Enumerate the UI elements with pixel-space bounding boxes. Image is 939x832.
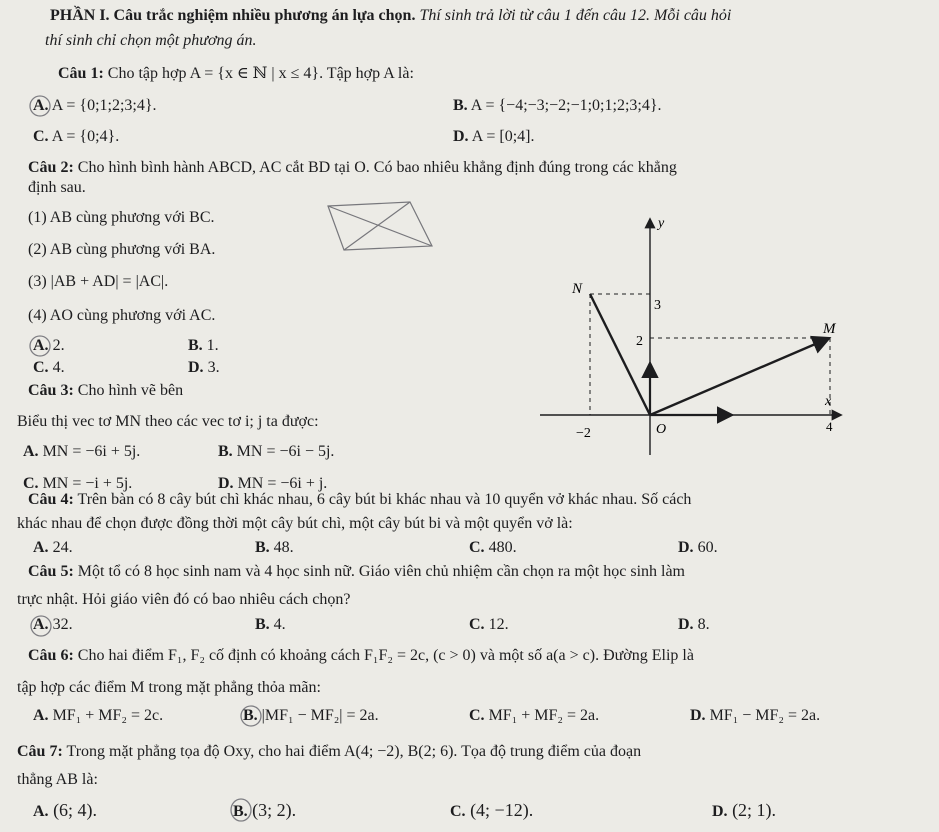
question-6-option-b[interactable]: [243, 706, 379, 726]
question-6-label: Câu 6:: [28, 647, 74, 664]
question-3-text: Cho hình vẽ bên: [77, 382, 184, 399]
question-3-text-line2: Biểu thị vec tơ MN theo các vec tơ i; j ta được:: [17, 413, 319, 430]
option-key: A.: [33, 616, 49, 633]
question-2-option-b[interactable]: [188, 336, 219, 356]
question-3-option-b[interactable]: [218, 442, 334, 462]
part-instruction: Thí sinh trả lời từ câu 1 đến câu 12. Mỗi câu hỏi: [419, 7, 732, 24]
question-4-option-c[interactable]: [469, 538, 517, 558]
option-text: (3; 2).: [252, 800, 297, 820]
option-key: C.: [469, 539, 485, 556]
question-1-text: Cho tập hợp A = {x ∈ ℕ | x ≤ 4}. Tập hợp A là:: [107, 65, 414, 82]
option-key: C.: [469, 707, 485, 724]
option-key: A.: [33, 707, 49, 724]
option-key: B.: [243, 707, 258, 724]
label-N: N: [572, 281, 583, 297]
option-text: (6; 4).: [53, 800, 98, 820]
question-7-option-d[interactable]: [712, 800, 776, 822]
option-key: A.: [23, 443, 39, 460]
option-key: B.: [218, 443, 233, 460]
option-key: A.: [33, 803, 49, 820]
question-6-option-c[interactable]: [469, 706, 599, 726]
option-key: A.: [33, 97, 49, 114]
option-text: A = {0;1;2;3;4}.: [51, 97, 157, 114]
option-text: A = {0;4}.: [51, 128, 120, 145]
question-5-option-d[interactable]: [678, 615, 710, 635]
question-7-text: Trong mặt phẳng tọa độ Oxy, cho hai điểm A(4; −2), B(2; 6). Tọa độ trung điểm của đoạn: [66, 743, 642, 760]
question-7-text-line2: thẳng AB là:: [17, 771, 98, 788]
option-text: |MF₁ − MF₂| = 2a.: [261, 707, 379, 724]
option-key: A.: [33, 337, 49, 354]
question-5-text-line2: trực nhật. Hỏi giáo viên đó có bao nhiêu cách chọn?: [17, 591, 351, 608]
question-4-option-a[interactable]: [33, 538, 73, 558]
question-1-option-d[interactable]: [453, 127, 534, 147]
question-3-figure: [540, 205, 850, 460]
option-key: D.: [690, 707, 706, 724]
question-1-stem: [58, 64, 414, 84]
tick-label-3: 3: [654, 298, 661, 313]
question-3-option-a[interactable]: [23, 442, 140, 462]
question-7-option-a[interactable]: [33, 800, 97, 822]
question-2-statement-1: (1) AB cùng phương với BC.: [28, 209, 215, 226]
handwritten-parallelogram-sketch: [300, 194, 460, 284]
option-key: D.: [678, 616, 694, 633]
option-key: C.: [33, 128, 49, 145]
question-2-label: Câu 2:: [28, 159, 74, 176]
question-4-option-d[interactable]: [678, 538, 718, 558]
tick-label-neg2: −2: [576, 426, 591, 441]
question-7-label: Câu 7:: [17, 743, 63, 760]
question-7-stem: [17, 742, 641, 762]
option-text: (2; 1).: [732, 800, 777, 820]
question-4-text-line2: khác nhau để chọn được đồng thời một cây bút chì, một cây bút bi và một quyển vở là:: [17, 515, 573, 532]
part-header: [50, 6, 731, 26]
option-key: D.: [453, 128, 469, 145]
option-text: MN = −6i − 5j.: [236, 443, 335, 460]
question-5-text: Một tổ có 8 học sinh nam và 4 học sinh nữ. Giáo viên chủ nhiệm cần chọn ra một học sinh làm: [77, 563, 685, 580]
option-text: (4; −12).: [470, 800, 534, 820]
question-3-stem: [28, 381, 183, 401]
option-key: B.: [188, 337, 203, 354]
label-x: x: [825, 394, 832, 409]
option-text: 480.: [488, 539, 517, 556]
option-text: MF₁ + MF₂ = 2c.: [52, 707, 164, 724]
option-text: 3.: [207, 359, 220, 376]
option-text: MF₁ + MF₂ = 2a.: [488, 707, 600, 724]
option-text: 32.: [52, 616, 73, 633]
option-text: 48.: [273, 539, 294, 556]
tick-label-4: 4: [826, 419, 833, 434]
question-5-stem: [28, 562, 685, 582]
option-text: 4.: [52, 359, 65, 376]
question-2-option-a[interactable]: [33, 336, 65, 356]
label-O: O: [656, 422, 667, 437]
option-text: MN = −6i + 5j.: [42, 443, 141, 460]
option-key: B.: [453, 97, 468, 114]
option-text: 1.: [206, 337, 219, 354]
option-key: D.: [678, 539, 694, 556]
question-1-option-c[interactable]: [33, 127, 119, 147]
option-key: A.: [33, 539, 49, 556]
option-key: C.: [33, 359, 49, 376]
part-title: PHẦN I. Câu trắc nghiệm nhiều phương án lựa chọn.: [50, 7, 416, 24]
option-text: MN = −6i + j.: [237, 475, 328, 492]
question-4-text: Trên bàn có 8 cây bút chì khác nhau, 6 cây bút bi khác nhau và 10 quyển vở khác nhau. Số cách: [77, 491, 692, 508]
option-key: D.: [712, 803, 728, 820]
question-2-stem: [28, 158, 677, 178]
question-5-option-b[interactable]: [255, 615, 286, 635]
question-6-option-a[interactable]: [33, 706, 163, 726]
question-6-stem: [28, 646, 694, 666]
question-1-option-a[interactable]: [33, 96, 157, 116]
question-2-text-line2: định sau.: [28, 179, 86, 196]
question-4-stem: [28, 490, 691, 510]
option-text: 12.: [488, 616, 509, 633]
option-key: D.: [188, 359, 204, 376]
question-3-label: Câu 3:: [28, 382, 74, 399]
question-6-text: Cho hai điểm F₁, F₂ cố định có khoảng cách F₁F₂ = 2c, (c > 0) và một số a(a > c). Đường Elip là: [77, 647, 694, 664]
question-6-option-d[interactable]: [690, 706, 820, 726]
option-text: A = [0;4].: [471, 128, 535, 145]
question-4-label: Câu 4:: [28, 491, 74, 508]
question-7-option-b[interactable]: [233, 800, 296, 822]
vector-ON: [590, 294, 650, 415]
option-key: C.: [450, 803, 466, 820]
option-text: 24.: [52, 539, 73, 556]
option-text: MN = −i + 5j.: [42, 475, 133, 492]
option-text: 8.: [697, 616, 710, 633]
question-1-label: Câu 1:: [58, 65, 104, 82]
question-2-option-d[interactable]: [188, 358, 220, 378]
question-2-text: Cho hình bình hành ABCD, AC cắt BD tại O. Có bao nhiêu khẳng định đúng trong các khẳng: [77, 159, 677, 176]
option-text: A = {−4;−3;−2;−1;0;1;2;3;4}.: [470, 97, 662, 114]
question-2-statement-4: (4) AO cùng phương với AC.: [28, 307, 216, 324]
label-y: y: [658, 216, 665, 231]
option-key: D.: [218, 475, 234, 492]
question-5-option-c[interactable]: [469, 615, 509, 635]
question-5-option-a[interactable]: [33, 615, 73, 635]
question-2-option-c[interactable]: [33, 358, 65, 378]
option-key: C.: [23, 475, 39, 492]
option-key: B.: [255, 539, 270, 556]
part-instruction-line2: thí sinh chỉ chọn một phương án.: [45, 32, 257, 49]
vector-OM: [650, 339, 827, 415]
tick-label-2: 2: [636, 334, 643, 349]
option-text: MF₁ − MF₂ = 2a.: [709, 707, 821, 724]
option-text: 4.: [273, 616, 286, 633]
option-key: C.: [469, 616, 485, 633]
option-key: B.: [255, 616, 270, 633]
question-6-text-line2: tập hợp các điểm M trong mặt phẳng thỏa mãn:: [17, 679, 321, 696]
option-text: 60.: [697, 539, 718, 556]
question-2-statement-3: (3) |AB + AD| = |AC|.: [28, 273, 169, 290]
question-4-option-b[interactable]: [255, 538, 294, 558]
label-M: M: [823, 321, 836, 337]
question-7-option-c[interactable]: [450, 800, 533, 822]
question-1-option-b[interactable]: [453, 96, 662, 116]
question-2-statement-2: (2) AB cùng phương với BA.: [28, 241, 216, 258]
question-5-label: Câu 5:: [28, 563, 74, 580]
option-text: 2.: [52, 337, 65, 354]
option-key: B.: [233, 803, 248, 820]
